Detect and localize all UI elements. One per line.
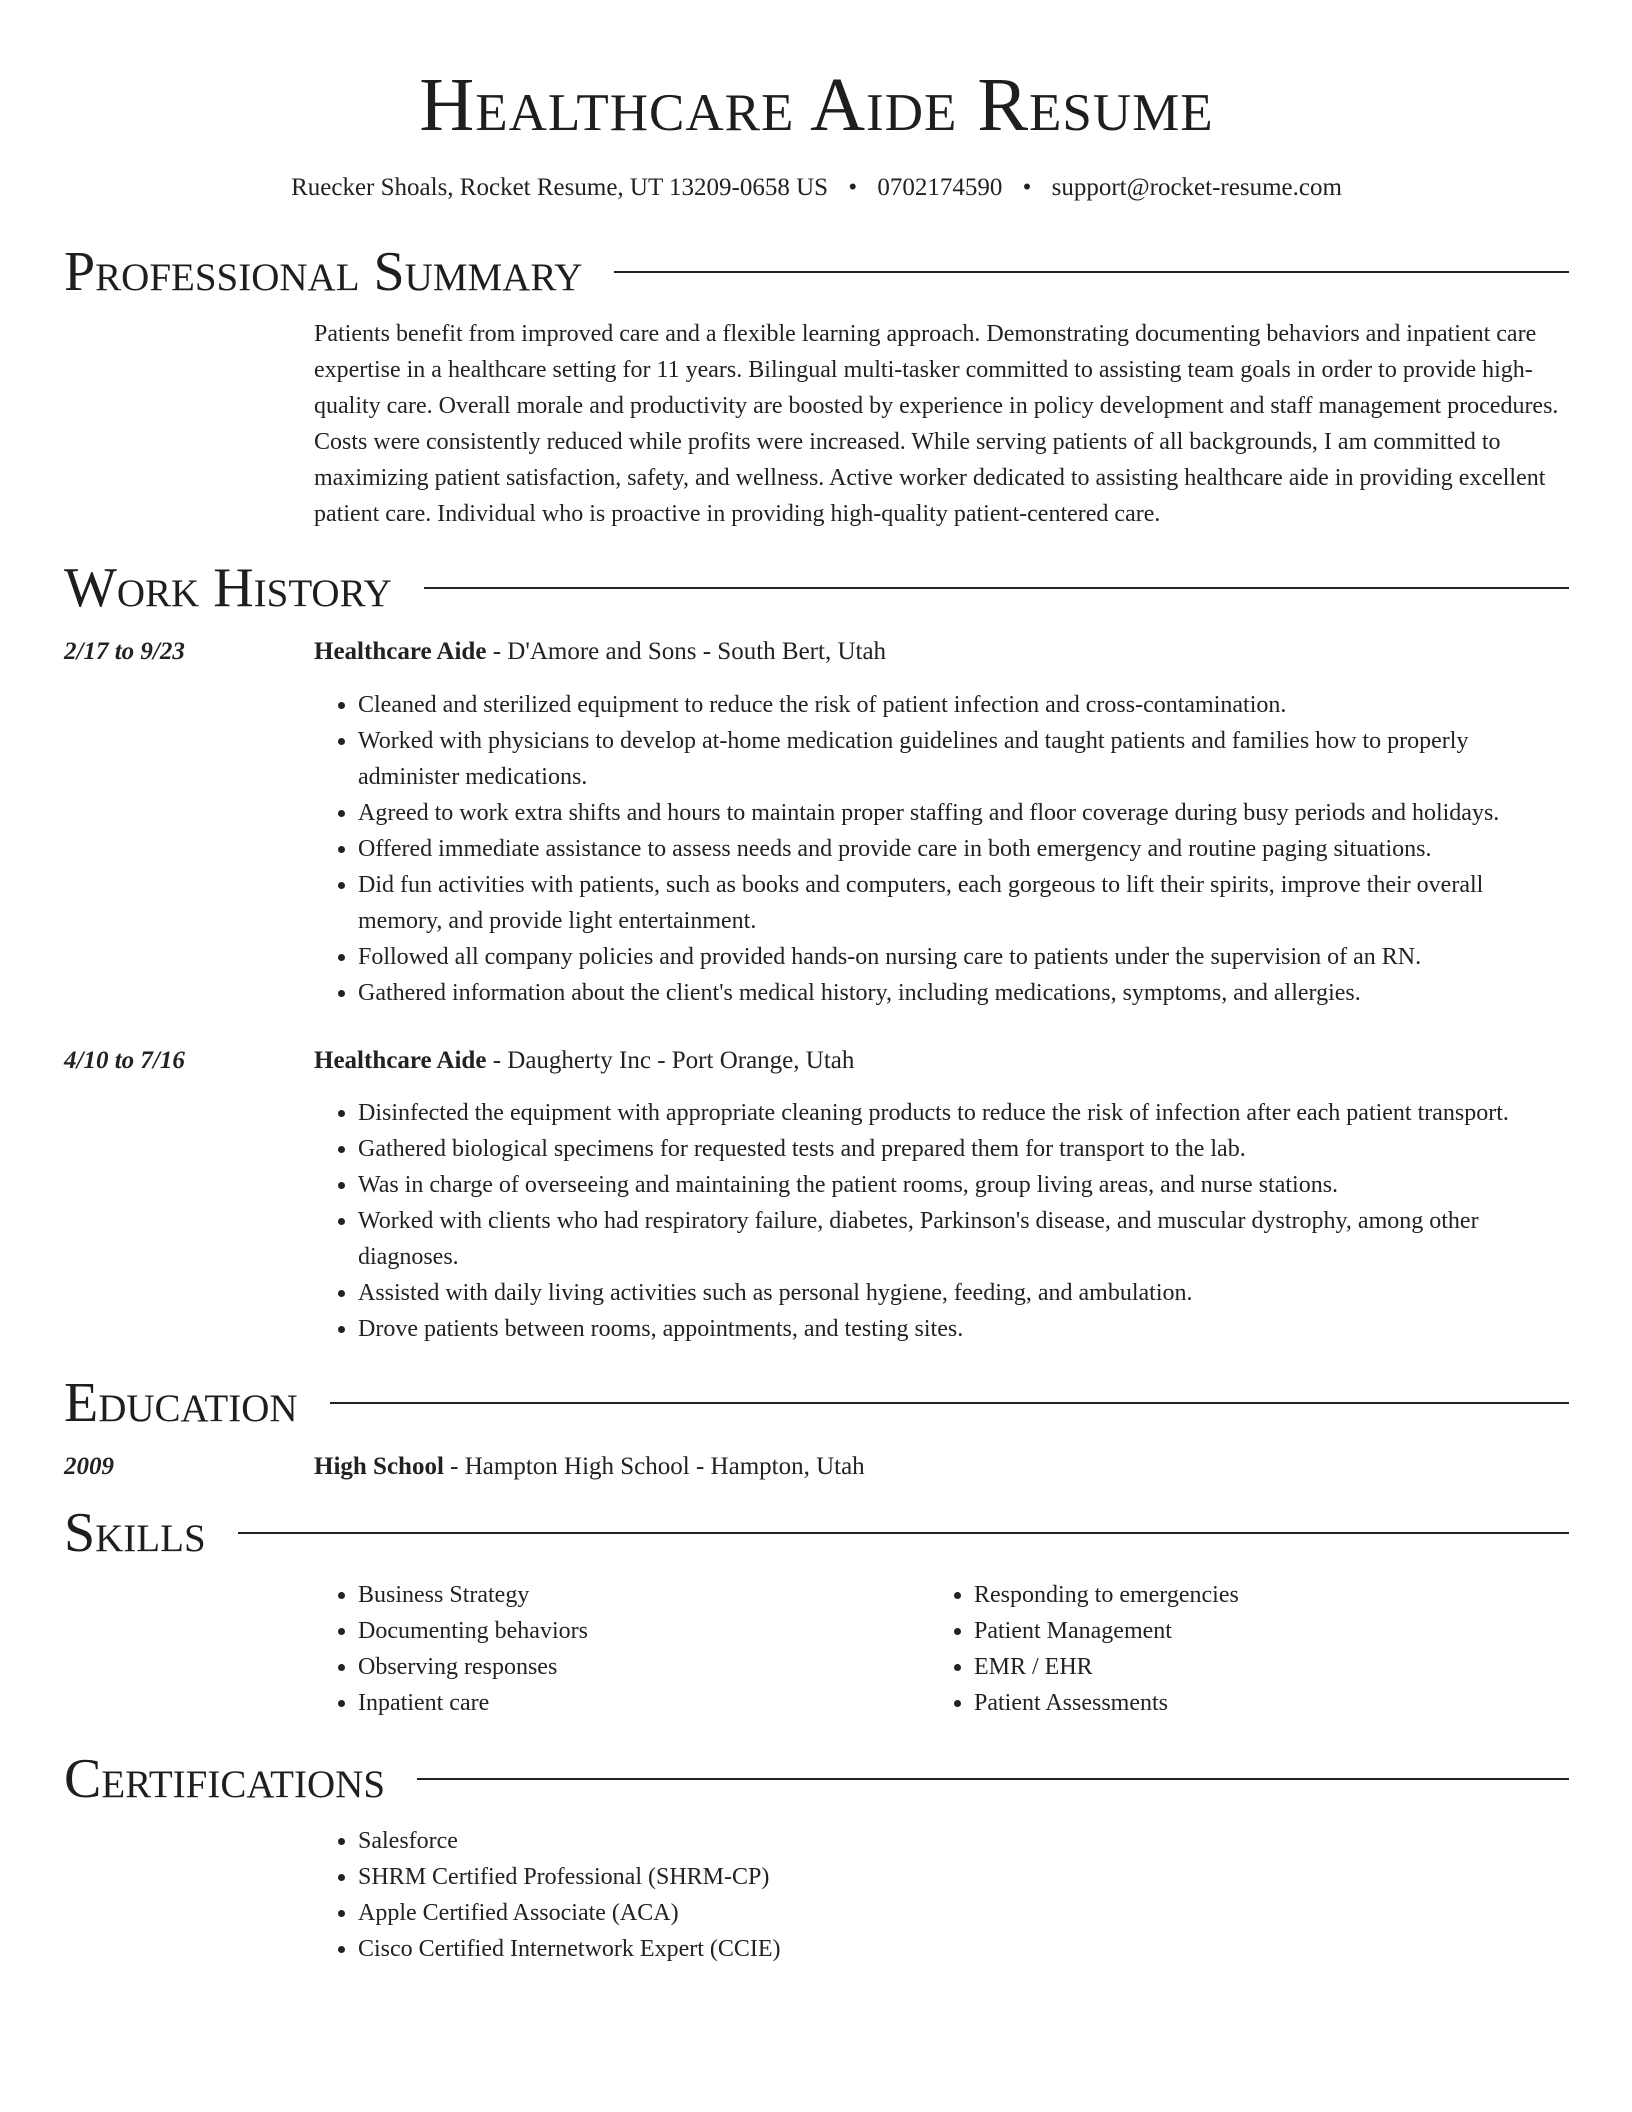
list-item: • Business Strategy — [358, 1577, 930, 1613]
list-item: • Gathered biological specimens for requested tests and prepared them for transport to the lab. — [358, 1131, 1569, 1167]
section-divider — [417, 1778, 1569, 1780]
skills-list — [314, 1577, 1569, 1721]
education-details — [314, 1449, 1569, 1485]
list-item: • Patient Assessments — [974, 1685, 1546, 1721]
list-item: • Worked with clients who had respiratory failure, diabetes, Parkinson's disease, and muscular dystrophy, among other diagnoses. — [358, 1203, 1569, 1275]
job-heading — [314, 634, 1569, 670]
job-title: Healthcare Aide — [314, 1047, 487, 1074]
education-entry — [64, 1449, 1569, 1485]
list-item: • Disinfected the equipment with appropriate cleaning products to reduce the risk of infection after each patient transport. — [358, 1095, 1569, 1131]
work-section-header — [64, 556, 1569, 620]
skills-column-left — [314, 1577, 930, 1721]
job-entry — [64, 1043, 1569, 1347]
list-item: • Cisco Certified Internetwork Expert (CCIE) — [358, 1931, 1569, 1967]
job-dates: 2/17 to 9/23 — [64, 638, 185, 665]
list-item: • Worked with physicians to develop at-home medication guidelines and taught patients and families how to properly administer medications. — [358, 723, 1569, 795]
certifications-section-header — [64, 1747, 1569, 1811]
job-entry — [64, 634, 1569, 1011]
list-item: • Inpatient care — [358, 1685, 930, 1721]
job-heading — [314, 1043, 1569, 1079]
section-divider — [424, 587, 1569, 589]
skills-heading: Skills — [64, 1502, 206, 1564]
contact-phone: 0702174590 — [877, 174, 1003, 201]
contact-address: Ruecker Shoals, Rocket Resume, UT 13209-0658 US — [291, 174, 829, 201]
summary-heading: Professional Summary — [64, 241, 583, 303]
job-employer: - Daugherty Inc - Port Orange, Utah — [486, 1047, 855, 1074]
list-item: • Followed all company policies and provided hands-on nursing care to patients under the supervision of an RN. — [358, 939, 1569, 975]
contact-separator: • — [1022, 174, 1032, 201]
section-divider — [238, 1532, 1569, 1534]
education-heading: Education — [64, 1372, 298, 1434]
job-title: Healthcare Aide — [314, 638, 487, 665]
list-item: • Observing responses — [358, 1649, 930, 1685]
list-item: • Responding to emergencies — [974, 1577, 1546, 1613]
job-duties — [314, 1095, 1569, 1347]
job-employer: - D'Amore and Sons - South Bert, Utah — [486, 638, 887, 665]
list-item: • Was in charge of overseeing and maintaining the patient rooms, group living areas, and nurse stations. — [358, 1167, 1569, 1203]
section-divider — [330, 1402, 1569, 1404]
skills-section-header — [64, 1501, 1569, 1565]
list-item: • Apple Certified Associate (ACA) — [358, 1895, 1569, 1931]
list-item: • SHRM Certified Professional (SHRM-CP) — [358, 1859, 1569, 1895]
job-duties — [314, 687, 1569, 1011]
summary-text: Patients benefit from improved care and a flexible learning approach. Demonstrating documenting behaviors and inpatient care expertise in a healthcare setting for 11 years. Bilingual multi-tasker committed to assisting team goals in order to provide high-quality care. Overall morale and productivity are boosted by experience in policy development and staff management procedures. Costs were consistently reduced while profits were increased. While serving patients of all backgrounds, I am committed to maximizing patient satisfaction, safety, and wellness. Active worker dedicated to assisting healthcare aide in providing excellent patient care. Individual who is proactive in providing high-quality patient-centered care. — [314, 321, 1559, 527]
list-item: • Did fun activities with patients, such as books and computers, each gorgeous to lift their spirits, improve their overall memory, and provide light entertainment. — [358, 867, 1569, 939]
contact-line — [64, 172, 1569, 204]
education-section-header — [64, 1371, 1569, 1435]
section-divider — [614, 271, 1569, 273]
certifications-heading: Certifications — [64, 1748, 386, 1810]
list-item: • Agreed to work extra shifts and hours to maintain proper staffing and floor coverage during busy periods and holidays. — [358, 795, 1569, 831]
list-item: • Assisted with daily living activities such as personal hygiene, feeding, and ambulation. — [358, 1275, 1569, 1311]
list-item: • Documenting behaviors — [358, 1613, 930, 1649]
job-dates: 4/10 to 7/16 — [64, 1047, 185, 1074]
education-year: 2009 — [64, 1453, 114, 1480]
skills-column-right — [930, 1577, 1546, 1721]
work-heading: Work History — [64, 557, 392, 619]
list-item: • Gathered information about the client's medical history, including medications, symptoms, and allergies. — [358, 975, 1569, 1011]
education-school: - Hampton High School - Hampton, Utah — [443, 1453, 865, 1480]
list-item: • Cleaned and sterilized equipment to reduce the risk of patient infection and cross-contamination. — [358, 687, 1569, 723]
list-item: • Salesforce — [358, 1823, 1569, 1859]
contact-email: support@rocket-resume.com — [1051, 174, 1342, 201]
list-item: • EMR / EHR — [974, 1649, 1546, 1685]
summary-section-header — [64, 240, 1569, 304]
list-item: • Drove patients between rooms, appointments, and testing sites. — [358, 1311, 1569, 1347]
list-item: • Patient Management — [974, 1613, 1546, 1649]
education-degree: High School — [314, 1453, 444, 1480]
certifications-list — [314, 1823, 1569, 1967]
list-item: • Offered immediate assistance to assess needs and provide care in both emergency and routine paging situations. — [358, 831, 1569, 867]
resume-title: Healthcare Aide Resume — [419, 63, 1214, 147]
contact-separator: • — [848, 174, 858, 201]
